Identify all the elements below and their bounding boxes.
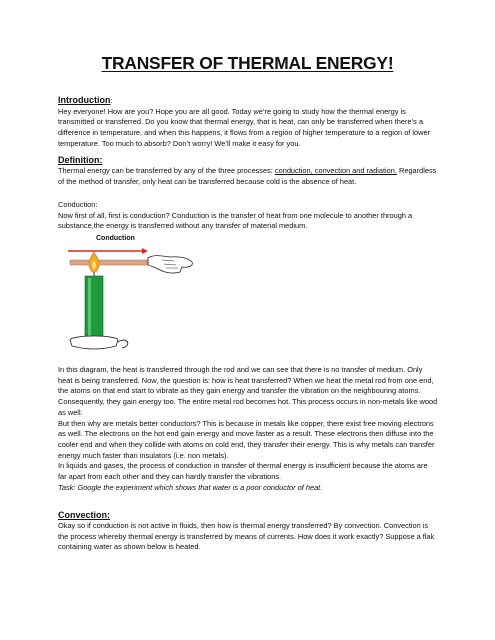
definition-text-after: Regardless of the method of transfer, only heat can be transferred because cold is the absence of heat. — [58, 166, 437, 186]
figure-label: Conduction — [96, 235, 135, 242]
introduction-section — [58, 95, 438, 150]
definition-text-before: Thermal energy can be transferred by any of the three processes: — [58, 166, 275, 175]
conduction-label: Conduction: — [58, 200, 98, 209]
convection-section — [58, 510, 438, 553]
conduction-diagram — [62, 232, 202, 362]
introduction-heading: Introduction — [58, 95, 111, 105]
conduction-paragraph-1: In this diagram, the heat is transferred through the rod and we can see that there is no transfer of medium. Only heat is being transferred. Now, the question is: how is heat transferred? When we heat the metal rod from one end, the atoms on that end start to vibrate as they gain energy and transfer the vibration on the neighbouring atoms. Consequently, they gain energy too. The entire metal rod becomes hot. This process occurs in non-metals like wood as well. — [58, 365, 438, 417]
conduction-paragraph-2: But then why are metals better conductors? This is because in metals like copper, there exist free moving electrons as well. The electrons on the hot end gain energy and move faster as a result. These electrons then diffuse into the cooler end and when they collide with atoms on cold end, they transfer their energy. This is why metals can transfer energy much faster than insulators (i.e. non metals). — [58, 418, 435, 460]
conduction-task: Task: Google the experiment which shows that water is a poor conductor of heat. — [58, 482, 323, 492]
introduction-colon: : — [110, 96, 113, 105]
candle-highlight — [88, 278, 91, 336]
definition-heading: Definition: — [58, 155, 103, 165]
definition-text — [58, 166, 438, 187]
introduction-text: Hey everyone! How are you? Hope you are all good. Today we’re going to study how the thermal energy is transmitted or transferred. Do you know that thermal energy, that is heat, can only be transferred when there’s a difference in temperature, and when this happens, it flows from a region of higher temperature to a region of lower temperature. Too much to absorb? Don’t worry! We’ll make it easy for you. — [58, 106, 431, 148]
arrow-head — [142, 248, 148, 254]
conduction-paragraph-3: In liquids and gases, the process of conduction in transfer of thermal energy is insufficient because the atoms are far apart from each other and they can hardly transfer the vibrations. — [58, 461, 428, 482]
metal-rod — [70, 260, 150, 265]
conduction-intro — [58, 200, 438, 232]
candle-body — [85, 276, 103, 338]
convection-heading: Convection: — [58, 510, 111, 520]
candle-holder-base — [70, 340, 118, 349]
conduction-explanation — [58, 365, 438, 493]
page-title: TRANSFER OF THERMAL ENERGY! — [101, 53, 394, 73]
definition-processes: conduction, convection and radiation. — [274, 166, 397, 175]
conduction-text: Now first of all, first is conduction? Conduction is the transfer of heat from one molecule to another through a substance,the energy is transferred without any transfer of material medium. — [58, 210, 413, 231]
definition-section — [58, 155, 438, 187]
convection-text: Okay so if conduction is not active in fluids, then how is thermal energy transferred? By convection. Convection is the process whereby thermal energy is transferred by means of currents. How does it work exactly? Suppose a flak containing water as shown below is heated. — [58, 521, 435, 552]
candle-holder-handle — [118, 340, 128, 348]
